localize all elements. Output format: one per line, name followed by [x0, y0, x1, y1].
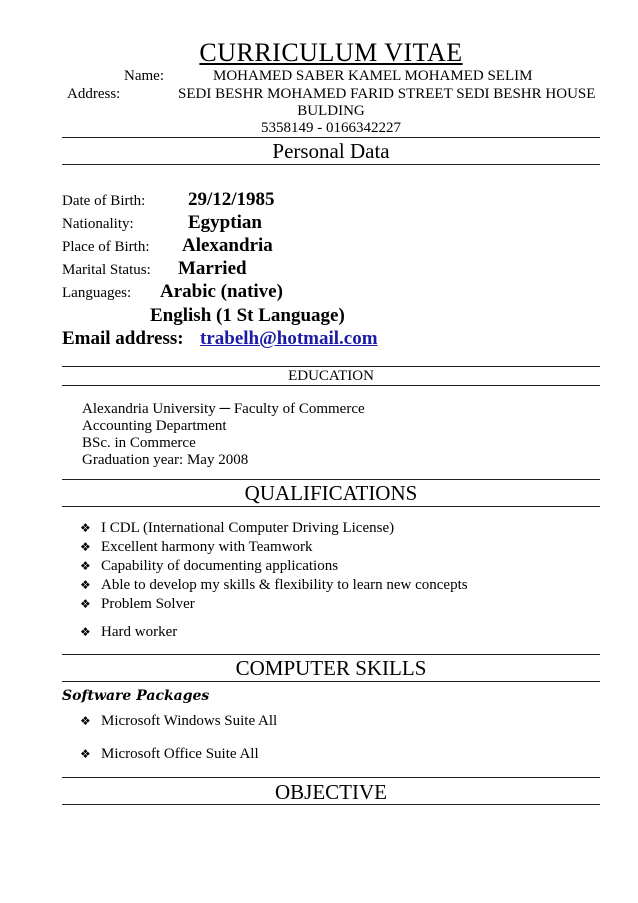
divider	[62, 164, 600, 165]
address-line-1: SEDI BESHR MOHAMED FARID STREET SEDI BESHR HOUSE	[178, 86, 596, 102]
education-line: BSc. in Commerce	[82, 435, 196, 451]
marital-value: Married	[178, 258, 247, 279]
software-packages-subheading: Software Packages	[62, 688, 210, 704]
pob-label: Place of Birth:	[62, 239, 150, 255]
dob-value: 29/12/1985	[188, 189, 275, 210]
email-link[interactable]: trabelh@hotmail.com	[200, 328, 378, 349]
marital-label: Marital Status:	[62, 262, 151, 278]
languages-label: Languages:	[62, 285, 132, 301]
pob-value: Alexandria	[182, 235, 273, 256]
email-label: Email address:	[62, 328, 184, 349]
education-line: Graduation year: May 2008	[82, 452, 249, 468]
education-line: Alexandria University ─ Faculty of Commerce	[82, 401, 365, 417]
address-line-2: BULDING	[297, 103, 365, 119]
diamond-bullet-icon: ❖	[80, 597, 91, 611]
diamond-bullet-icon: ❖	[80, 559, 91, 573]
diamond-bullet-icon: ❖	[80, 625, 91, 639]
divider	[62, 681, 600, 682]
computer-skills-heading: COMPUTER SKILLS	[235, 656, 427, 680]
phone-numbers: 5358149 - 0166342227	[261, 120, 401, 136]
divider	[62, 506, 600, 507]
address-label: Address:	[67, 86, 121, 102]
diamond-bullet-icon: ❖	[80, 714, 91, 728]
name-label: Name:	[124, 68, 164, 84]
nationality-label: Nationality:	[62, 216, 134, 232]
list-item: ❖ Capability of documenting applications	[80, 558, 339, 574]
divider	[62, 479, 600, 480]
diamond-bullet-icon: ❖	[80, 540, 91, 554]
list-item: ❖ Able to develop my skills & flexibility to learn new concepts	[80, 577, 468, 593]
diamond-bullet-icon: ❖	[80, 578, 91, 592]
divider	[62, 137, 600, 138]
divider	[62, 777, 600, 778]
list-item: ❖ I CDL (International Computer Driving License)	[80, 520, 395, 536]
dob-label: Date of Birth:	[62, 193, 146, 209]
objective-heading: OBJECTIVE	[275, 780, 387, 804]
personal-data-heading: Personal Data	[272, 139, 390, 163]
divider	[62, 366, 600, 367]
list-item: ❖ Microsoft Office Suite All	[80, 746, 259, 762]
language-arabic: Arabic (native)	[160, 281, 283, 302]
qualifications-heading: QUALIFICATIONS	[244, 481, 418, 505]
list-item: ❖ Problem Solver	[80, 596, 195, 612]
divider	[62, 804, 600, 805]
list-item: ❖ Hard worker	[80, 624, 178, 640]
document-title: CURRICULUM VITAE	[199, 38, 463, 67]
list-item: ❖ Microsoft Windows Suite All	[80, 713, 278, 729]
language-english: English (1 St Language)	[150, 305, 345, 326]
divider	[62, 385, 600, 386]
list-item: ❖ Excellent harmony with Teamwork	[80, 539, 313, 555]
nationality-value: Egyptian	[188, 212, 262, 233]
diamond-bullet-icon: ❖	[80, 747, 91, 761]
name-value: MOHAMED SABER KAMEL MOHAMED SELIM	[213, 68, 533, 84]
education-line: Accounting Department	[82, 418, 227, 434]
divider	[62, 654, 600, 655]
education-heading: EDUCATION	[288, 368, 374, 384]
diamond-bullet-icon: ❖	[80, 521, 91, 535]
